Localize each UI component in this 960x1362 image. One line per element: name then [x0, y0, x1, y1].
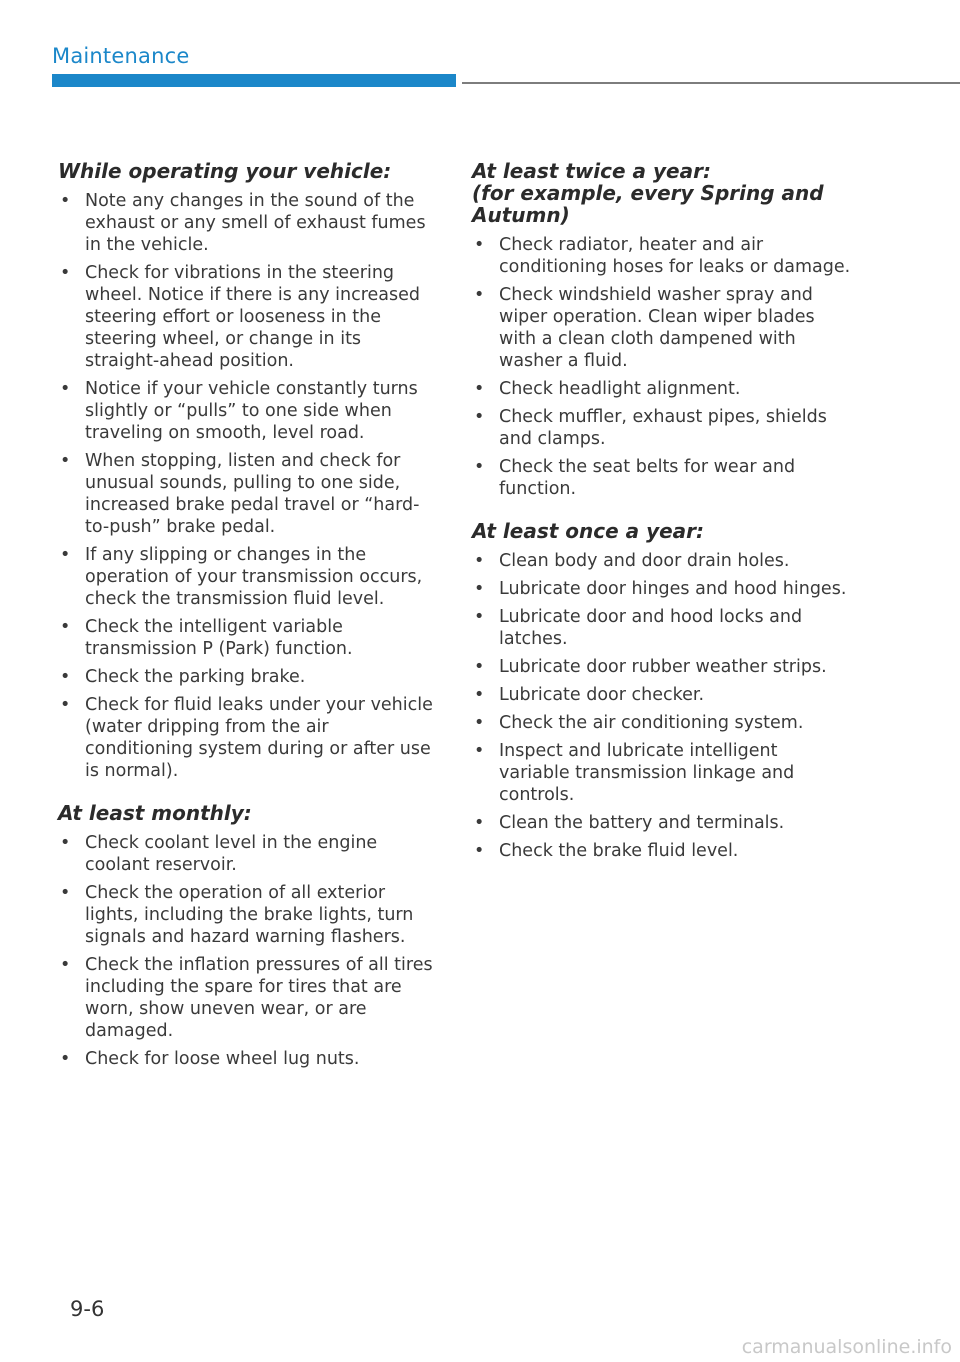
- list-item: • Lubricate door checker.: [474, 685, 705, 705]
- list-item: • Check for loose wheel lug nuts.: [60, 1049, 360, 1069]
- list-item: • Notice if your vehicle constantly turns slightly or “pulls” to one side when traveling on smooth, level road.: [60, 379, 418, 443]
- list-item: • Note any changes in the sound of the exhaust or any smell of exhaust fumes in the vehicle.: [60, 191, 426, 255]
- list-monthly: [58, 832, 438, 1070]
- list-item: • Check the intelligent variable transmission P (Park) function.: [60, 617, 353, 659]
- list-item: • Check muffler, exhaust pipes, shields and clamps.: [474, 407, 827, 449]
- header-rule: [462, 82, 960, 84]
- list-item: • Check coolant level in the engine coolant reservoir.: [60, 833, 378, 875]
- list-item: • If any slipping or changes in the operation of your transmission occurs, check the transmission fluid level.: [60, 545, 423, 609]
- list-item: • Check for vibrations in the steering wheel. Notice if there is any increased steering effort or looseness in the steering wheel, or change in its straight-ahead position.: [60, 263, 420, 371]
- right-column: [472, 160, 852, 868]
- page-number: 9-6: [70, 1297, 105, 1321]
- list-item: • Check headlight alignment.: [474, 379, 741, 399]
- section-title-twice-a-year: At least twice a year: (for example, every Spring and Autumn): [472, 159, 824, 227]
- left-column: [58, 160, 438, 1076]
- section-title-once-a-year: At least once a year:: [472, 519, 705, 543]
- list-item: • Check windshield washer spray and wiper operation. Clean wiper blades with a clean cloth dampened with washer a fluid.: [474, 285, 815, 371]
- list-item: • Check for fluid leaks under your vehicle (water dripping from the air conditioning system during or after use is normal).: [60, 695, 433, 781]
- list-item: • Check the inflation pressures of all tires including the spare for tires that are worn, show uneven wear, or are damaged.: [60, 955, 433, 1041]
- list-item: • Check the brake fluid level.: [474, 841, 739, 861]
- list-twice-a-year: [472, 234, 852, 500]
- section-title-while-operating: While operating your vehicle:: [58, 159, 392, 183]
- list-item: • Inspect and lubricate intelligent variable transmission linkage and controls.: [474, 741, 795, 805]
- list-item: • Check radiator, heater and air conditioning hoses for leaks or damage.: [474, 235, 851, 277]
- watermark: carmanualsonline.info: [741, 1336, 952, 1358]
- section-header-title: Maintenance: [52, 44, 190, 68]
- list-item: • Check the air conditioning system.: [474, 713, 804, 733]
- list-item: • Check the parking brake.: [60, 667, 306, 687]
- list-once-a-year: [472, 550, 852, 862]
- list-item: • Lubricate door and hood locks and latches.: [474, 607, 803, 649]
- list-item: • Clean body and door drain holes.: [474, 551, 790, 571]
- list-item: • Lubricate door hinges and hood hinges.: [474, 579, 847, 599]
- header-accent-bar: [52, 74, 456, 87]
- list-item: • Check the seat belts for wear and function.: [474, 457, 796, 499]
- list-item: • Clean the battery and terminals.: [474, 813, 785, 833]
- section-title-monthly: At least monthly:: [58, 801, 252, 825]
- list-while-operating: [58, 190, 438, 782]
- list-item: • Check the operation of all exterior lights, including the brake lights, turn signals and hazard warning flashers.: [60, 883, 414, 947]
- list-item: • Lubricate door rubber weather strips.: [474, 657, 827, 677]
- list-item: • When stopping, listen and check for unusual sounds, pulling to one side, increased brake pedal travel or “hard-to-push” brake pedal.: [60, 451, 420, 537]
